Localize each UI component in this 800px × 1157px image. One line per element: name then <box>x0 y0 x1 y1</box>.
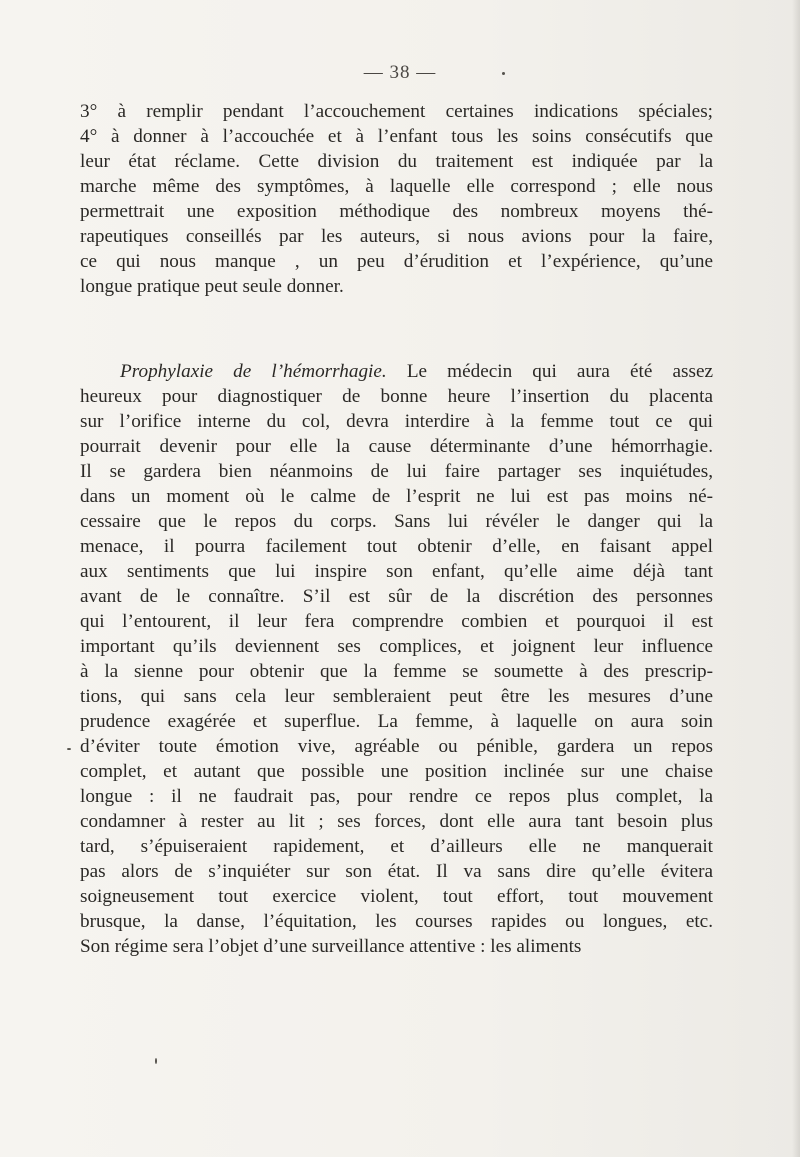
text-line: sur l’orifice interne du col, devra interdire à la femme tout ce qui <box>80 411 713 432</box>
text-line: Il se gardera bien néanmoins de lui faire partager ses inquiétudes, <box>80 461 713 482</box>
text-line: longue pratique peut seule donner. <box>80 276 344 297</box>
text-line: tions, qui sans cela leur sembleraient peut être les mesures d’une <box>80 686 713 707</box>
text-line: longue : il ne faudrait pas, pour rendre ce repos plus complet, la <box>80 786 713 807</box>
text-line: brusque, la danse, l’équitation, les courses rapides ou longues, etc. <box>80 911 713 932</box>
text-line: soigneusement tout exercice violent, tout effort, tout mouvement <box>80 886 713 907</box>
text-line: permettrait une exposition méthodique des nombreux moyens thé- <box>80 201 713 222</box>
text-line: leur état réclame. Cette division du traitement est indiquée par la <box>80 151 713 172</box>
page-edge-shadow <box>792 0 800 1157</box>
text-line: prudence exagérée et superflue. La femme, à laquelle on aura soin <box>80 711 713 732</box>
text-line: rapeutiques conseillés par les auteurs, si nous avions pour la faire, <box>80 226 713 247</box>
text-line: d’éviter toute émotion vive, agréable ou pénible, gardera un repos <box>80 736 713 757</box>
text-line: pas alors de s’inquiéter sur son état. Il va sans dire qu’elle évitera <box>80 861 713 882</box>
text-line: avant de le connaître. S’il est sûr de la discrétion des personnes <box>80 586 713 607</box>
page-number: — 38 — <box>363 62 437 83</box>
paragraph-prophylaxis <box>80 359 713 959</box>
text-line: 3° à remplir pendant l’accouchement certaines indications spéciales; <box>80 101 713 122</box>
text-line: Son régime sera l’objet d’une surveillance attentive : les aliments <box>80 936 582 957</box>
text-line: tard, s’épuiseraient rapidement, et d’ailleurs elle ne manquerait <box>80 836 713 857</box>
text-line: pourrait devenir pour elle la cause déterminante d’une hémorrhagie. <box>80 436 713 457</box>
text-line: 4° à donner à l’accouchée et à l’enfant tous les soins consécutifs que <box>80 126 713 147</box>
ink-speck <box>502 72 505 75</box>
ink-speck <box>67 748 71 750</box>
text-line: important qu’ils deviennent ses complices, et joignent leur influence <box>80 636 713 657</box>
text-line: dans un moment où le calme de l’esprit ne lui est pas moins né- <box>80 486 713 507</box>
paragraph-treatment-division <box>80 99 713 299</box>
text-line: ce qui nous manque , un peu d’érudition et l’expérience, qu’une <box>80 251 713 272</box>
text-line: cessaire que le repos du corps. Sans lui révéler le danger qui la <box>80 511 713 532</box>
text-line: condamner à rester au lit ; ses forces, dont elle aura tant besoin plus <box>80 811 713 832</box>
text-line-first <box>80 359 713 384</box>
text-line: aux sentiments que lui inspire son enfant, qu’elle aime déjà tant <box>80 561 713 582</box>
text-line: à la sienne pour obtenir que la femme se soumette à des prescrip- <box>80 661 713 682</box>
ink-speck <box>155 1058 157 1064</box>
text-line: complet, et autant que possible une position inclinée sur une chaise <box>80 761 713 782</box>
text-line: qui l’entourent, il leur fera comprendre combien et pourquoi il est <box>80 611 713 632</box>
section-heading-italic: Prophylaxie de l’hémorrhagie. <box>120 361 387 382</box>
text-line: heureux pour diagnostiquer de bonne heure l’insertion du placenta <box>80 386 713 407</box>
text-line: menace, il pourra facilement tout obtenir d’elle, en faisant appel <box>80 536 713 557</box>
text-line-rest: Le médecin qui aura été assez <box>386 361 713 382</box>
text-line: marche même des symptômes, à laquelle elle correspond ; elle nous <box>80 176 713 197</box>
